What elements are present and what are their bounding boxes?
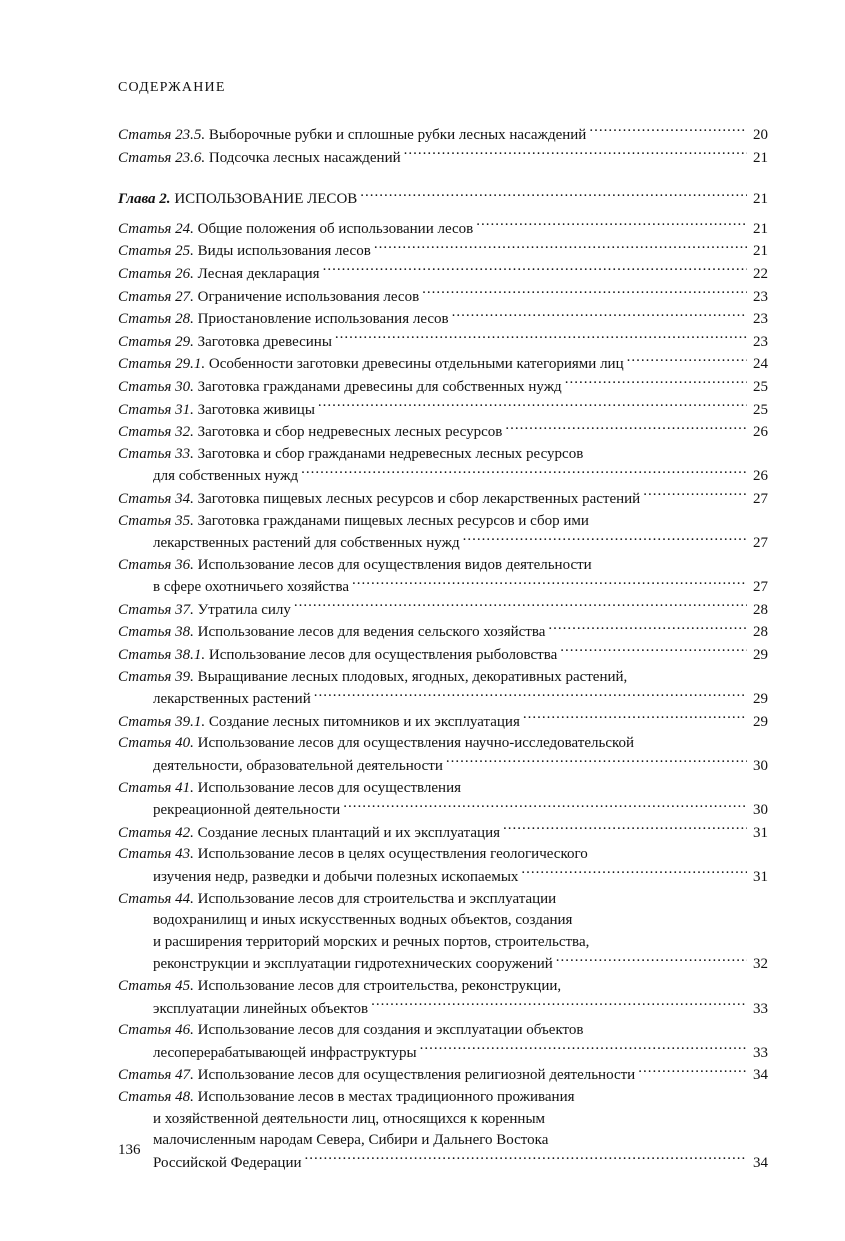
toc-entry-title: эксплуатации линейных объектов [153, 1000, 369, 1017]
toc-entry-line [118, 331, 768, 354]
toc-entry-title: и расширения территорий морских и речных портов, строительства, [153, 933, 590, 950]
toc-entry-title: Использование лесов для осуществления видов деятельности [197, 556, 592, 573]
toc-entry-label: Статья 31. [118, 401, 194, 418]
toc-entry-title: лесоперерабатывающей инфраструктуры [153, 1044, 417, 1061]
dot-leader [521, 866, 747, 881]
toc-entry-continuation [118, 755, 768, 778]
toc-entry-page: 23 [753, 311, 768, 328]
dot-leader [422, 286, 747, 301]
dot-leader [314, 688, 747, 703]
toc-entry-page: 28 [753, 624, 768, 641]
toc-entry-title: малочисленным народам Севера, Сибири и Дальнего Востока [153, 1132, 549, 1149]
toc-entry-continuation [118, 1152, 768, 1175]
toc-entry[interactable] [118, 1087, 768, 1174]
toc-entry-label: Статья 29. [118, 333, 194, 350]
toc-entry-title: деятельности, образовательной деятельности [153, 758, 443, 775]
toc-entry-title: Использование лесов для ведения сельского хозяйства [197, 624, 546, 641]
dot-leader [463, 532, 747, 547]
table-of-contents [118, 124, 768, 1174]
toc-entry-label: Статья 23.5. [118, 127, 206, 143]
toc-entry-continuation [118, 1042, 768, 1065]
toc-entry[interactable] [118, 1064, 768, 1087]
toc-entry-page: 26 [753, 468, 768, 485]
toc-entry-title: Лесная декларация [197, 265, 320, 282]
toc-entry-page: 21 [753, 191, 768, 208]
toc-entry-label: Статья 44. [118, 890, 194, 907]
toc-entry-line [118, 667, 768, 689]
toc-entry-line [118, 188, 768, 211]
toc-entry-title: Заготовка гражданами древесины для собственных нужд [197, 378, 562, 395]
toc-entry-label: Статья 42. [118, 824, 194, 841]
dot-leader [627, 353, 747, 368]
toc-entry-line [118, 444, 768, 466]
toc-entry[interactable] [118, 263, 768, 286]
toc-entry-line [118, 599, 768, 622]
toc-entry-line [118, 822, 768, 845]
toc-entry-title: ИСПОЛЬЗОВАНИЕ ЛЕСОВ [174, 191, 358, 208]
toc-entry-label: Статья 36. [118, 556, 194, 573]
toc-entry[interactable] [118, 733, 768, 777]
dot-leader [404, 147, 747, 162]
toc-entry-line [118, 263, 768, 286]
toc-entry-label: Статья 39. [118, 668, 194, 685]
toc-entry-continuation [118, 932, 768, 954]
toc-entry-title: Использование лесов для осуществления научно-исследовательской [197, 735, 635, 752]
toc-entry-label: Статья 48. [118, 1088, 194, 1105]
toc-entry-title: Создание лесных плантаций и их эксплуатация [197, 824, 500, 841]
toc-entry-line [118, 147, 768, 170]
dot-leader [305, 1152, 747, 1167]
toc-entry-page: 34 [753, 1067, 768, 1084]
toc-entry-line [118, 844, 768, 866]
dot-leader [294, 599, 747, 614]
toc-entry-title: лекарственных растений для собственных нужд [153, 535, 460, 552]
toc-entry-continuation [118, 1109, 768, 1131]
toc-entry-title: Заготовка древесины [197, 333, 332, 350]
toc-entry-label: Статья 25. [118, 243, 194, 260]
toc-entry[interactable] [118, 778, 768, 822]
toc-entry-title: и хозяйственной деятельности лиц, относящихся к коренным [153, 1110, 546, 1127]
toc-entry-title: реконструкции и эксплуатации гидротехнических сооружений [153, 956, 553, 973]
toc-entry-line [118, 644, 768, 667]
toc-entry-continuation [118, 998, 768, 1021]
toc-entry-line [118, 218, 768, 241]
toc-entry[interactable] [118, 822, 768, 845]
dot-leader [371, 998, 747, 1013]
toc-entry-label: Статья 29.1. [118, 356, 206, 373]
toc-entry-label: Статья 34. [118, 490, 194, 507]
dot-leader [589, 124, 747, 139]
toc-entry-label: Статья 41. [118, 779, 194, 796]
toc-entry-title: водохранилищ и иных искусственных водных объектов, создания [153, 912, 573, 929]
toc-entry-page: 29 [753, 713, 768, 730]
toc-entry-page: 34 [753, 1154, 768, 1171]
toc-entry-title: Использование лесов для осуществления рыболовства [208, 647, 558, 664]
dot-leader [323, 263, 747, 278]
toc-entry-page: 31 [753, 869, 768, 885]
toc-entry[interactable] [118, 331, 768, 354]
toc-entry-title: Заготовка гражданами пищевых лесных ресурсов и сбор ими [197, 512, 589, 529]
dot-leader [523, 711, 747, 726]
toc-entry-line [118, 511, 768, 533]
toc-entry-page: 31 [753, 824, 768, 841]
toc-entry-title: Особенности заготовки древесины отдельными категориями лиц [208, 356, 624, 373]
toc-entry-label: Статья 37. [118, 601, 194, 618]
toc-entry-line [118, 555, 768, 577]
toc-entry-label: Статья 47. [118, 1067, 194, 1084]
toc-entry[interactable] [118, 844, 768, 888]
toc-entry-label: Статья 45. [118, 977, 194, 994]
page-number: 136 [118, 1142, 141, 1158]
toc-entry-page: 26 [753, 424, 768, 441]
toc-entry-title: Заготовка пищевых лесных ресурсов и сбор лекарственных растений [197, 490, 641, 507]
toc-entry[interactable] [118, 399, 768, 422]
toc-entry[interactable] [118, 147, 768, 170]
dot-leader [420, 1042, 747, 1057]
toc-entry[interactable] [118, 711, 768, 734]
toc-entry-title: Заготовка и сбор недревесных лесных ресурсов [197, 424, 503, 441]
toc-entry-line [118, 399, 768, 422]
dot-leader [476, 218, 747, 233]
toc-entry-page: 23 [753, 288, 768, 305]
toc-entry-title: Использование лесов в целях осуществления геологического [197, 846, 588, 863]
toc-entry-page: 27 [753, 490, 768, 507]
toc-entry-page: 25 [753, 378, 768, 395]
toc-entry-label: Статья 46. [118, 1022, 194, 1039]
toc-entry-label: Статья 35. [118, 512, 194, 529]
toc-entry-continuation [118, 688, 768, 711]
toc-entry-continuation [118, 465, 768, 488]
dot-leader [643, 488, 747, 503]
dot-leader [318, 399, 747, 414]
toc-entry[interactable] [118, 240, 768, 263]
toc-entry-page: 27 [753, 535, 768, 552]
toc-entry-line [118, 621, 768, 644]
toc-entry-page: 32 [753, 956, 768, 973]
toc-entry[interactable] [118, 511, 768, 555]
toc-entry-title: лекарственных растений [153, 691, 311, 708]
toc-entry-title: Приостановление использования лесов [197, 311, 449, 328]
toc-entry-label: Глава 2. [118, 191, 171, 208]
toc-entry-title: Использование лесов для строительства и эксплуатации [197, 890, 557, 907]
toc-entry-title: изучения недр, разведки и добычи полезных ископаемых [153, 869, 519, 885]
toc-entry-line [118, 976, 768, 998]
dot-leader [638, 1064, 747, 1079]
toc-entry[interactable] [118, 308, 768, 331]
toc-entry[interactable] [118, 889, 768, 976]
toc-entry[interactable] [118, 218, 768, 241]
dot-leader [556, 953, 747, 968]
toc-entry-page: 29 [753, 691, 768, 708]
toc-entry-title: рекреационной деятельности [153, 802, 341, 819]
toc-entry-line [118, 308, 768, 331]
toc-entry[interactable] [118, 1020, 768, 1064]
dot-leader [374, 240, 747, 255]
toc-entry-line [118, 889, 768, 911]
toc-entry-continuation [118, 799, 768, 822]
toc-entry-line [118, 733, 768, 755]
dot-leader [503, 822, 747, 837]
toc-entry[interactable] [118, 376, 768, 399]
dot-leader [301, 465, 747, 480]
toc-entry-continuation [118, 953, 768, 976]
toc-entry-title: Выборочные рубки и сплошные рубки лесных насаждений [208, 127, 587, 143]
toc-entry[interactable] [118, 488, 768, 511]
page-header: СОДЕРЖАНИЕ [118, 80, 226, 95]
toc-entry-title: Ограничение использования лесов [197, 288, 420, 305]
toc-entry-line [118, 353, 768, 376]
toc-entry-label: Статья 32. [118, 424, 194, 441]
toc-entry-label: Статья 30. [118, 378, 194, 395]
toc-entry-line [118, 124, 768, 147]
toc-entry-continuation [118, 866, 768, 889]
toc-entry-label: Статья 38.1. [118, 647, 206, 664]
toc-entry-line [118, 1020, 768, 1042]
toc-entry[interactable] [118, 555, 768, 599]
toc-entry-label: Статья 26. [118, 265, 194, 282]
toc-entry-line [118, 1087, 768, 1109]
toc-entry[interactable] [118, 644, 768, 667]
toc-entry-label: Статья 33. [118, 445, 194, 462]
toc-entry-label: Статья 43. [118, 846, 194, 863]
toc-entry-page: 22 [753, 265, 768, 282]
toc-entry-label: Статья 39.1. [118, 713, 206, 730]
toc-entry-page: 30 [753, 802, 768, 819]
toc-entry-continuation [118, 1130, 768, 1152]
toc-entry-title: в сфере охотничьего хозяйства [153, 579, 350, 596]
toc-entry-line [118, 240, 768, 263]
toc-entry-title: Утратила силу [197, 601, 291, 618]
dot-leader [343, 799, 747, 814]
toc-entry-page: 23 [753, 333, 768, 350]
toc-entry-page: 25 [753, 401, 768, 418]
toc-entry-page: 24 [753, 356, 768, 373]
toc-entry-continuation [118, 576, 768, 599]
toc-entry-page: 21 [753, 243, 768, 260]
toc-entry-line [118, 376, 768, 399]
toc-entry-label: Статья 23.6. [118, 149, 206, 166]
dot-leader [548, 621, 747, 636]
toc-entry-line [118, 286, 768, 309]
dot-leader [560, 644, 747, 659]
toc-entry-continuation [118, 532, 768, 555]
dot-leader [360, 188, 747, 203]
toc-entry-page: 27 [753, 579, 768, 596]
toc-entry-line [118, 488, 768, 511]
toc-entry-line [118, 711, 768, 734]
toc-entry[interactable] [118, 124, 768, 147]
dot-leader [565, 376, 747, 391]
toc-entry-label: Статья 27. [118, 288, 194, 305]
toc-entry-page: 21 [753, 220, 768, 237]
toc-entry[interactable] [118, 421, 768, 444]
toc-entry-continuation [118, 910, 768, 932]
toc-entry-page: 30 [753, 758, 768, 775]
toc-entry-page: 29 [753, 647, 768, 664]
toc-entry[interactable] [118, 353, 768, 376]
toc-entry[interactable] [118, 444, 768, 488]
toc-entry-page: 33 [753, 1000, 768, 1017]
toc-entry[interactable] [118, 286, 768, 309]
toc-entry-line [118, 1064, 768, 1087]
dot-leader [446, 755, 747, 770]
toc-entry-label: Статья 24. [118, 220, 194, 237]
toc-entry-title: для собственных нужд [153, 468, 299, 485]
toc-entry-title: Российской Федерации [153, 1154, 302, 1171]
toc-entry[interactable] [118, 976, 768, 1020]
dot-leader [452, 308, 747, 323]
toc-entry-line [118, 778, 768, 800]
toc-entry-title: Выращивание лесных плодовых, ягодных, декоративных растений, [197, 668, 628, 685]
toc-entry[interactable] [118, 667, 768, 711]
dot-leader [335, 331, 747, 346]
toc-entry[interactable] [118, 621, 768, 644]
toc-entry-title: Использование лесов для осуществления религиозной деятельности [197, 1067, 636, 1084]
toc-entry-label: Статья 38. [118, 624, 194, 641]
toc-entry-title: Использование лесов для создания и эксплуатации объектов [197, 1022, 584, 1039]
toc-entry-title: Использование лесов в местах традиционного проживания [197, 1088, 575, 1105]
dot-leader [505, 421, 747, 436]
toc-entry-label: Статья 28. [118, 311, 194, 328]
toc-entry[interactable] [118, 599, 768, 622]
toc-chapter[interactable] [118, 188, 768, 211]
toc-entry-page: 33 [753, 1044, 768, 1061]
toc-entry-title: Использование лесов для строительства, реконструкции, [197, 977, 562, 994]
dot-leader [352, 576, 747, 591]
toc-entry-page: 21 [753, 149, 768, 166]
toc-entry-title: Заготовка живицы [197, 401, 315, 418]
toc-entry-page: 28 [753, 601, 768, 618]
toc-entry-title: Заготовка и сбор гражданами недревесных лесных ресурсов [197, 445, 584, 462]
toc-entry-title: Общие положения об использовании лесов [197, 220, 474, 237]
toc-entry-line [118, 421, 768, 444]
toc-entry-title: Виды использования лесов [197, 243, 371, 260]
toc-entry-page: 20 [753, 127, 768, 143]
toc-entry-title: Использование лесов для осуществления [197, 779, 461, 796]
toc-entry-title: Подсочка лесных насаждений [208, 149, 401, 166]
toc-entry-label: Статья 40. [118, 735, 194, 752]
toc-entry-title: Создание лесных питомников и их эксплуатация [208, 713, 520, 730]
